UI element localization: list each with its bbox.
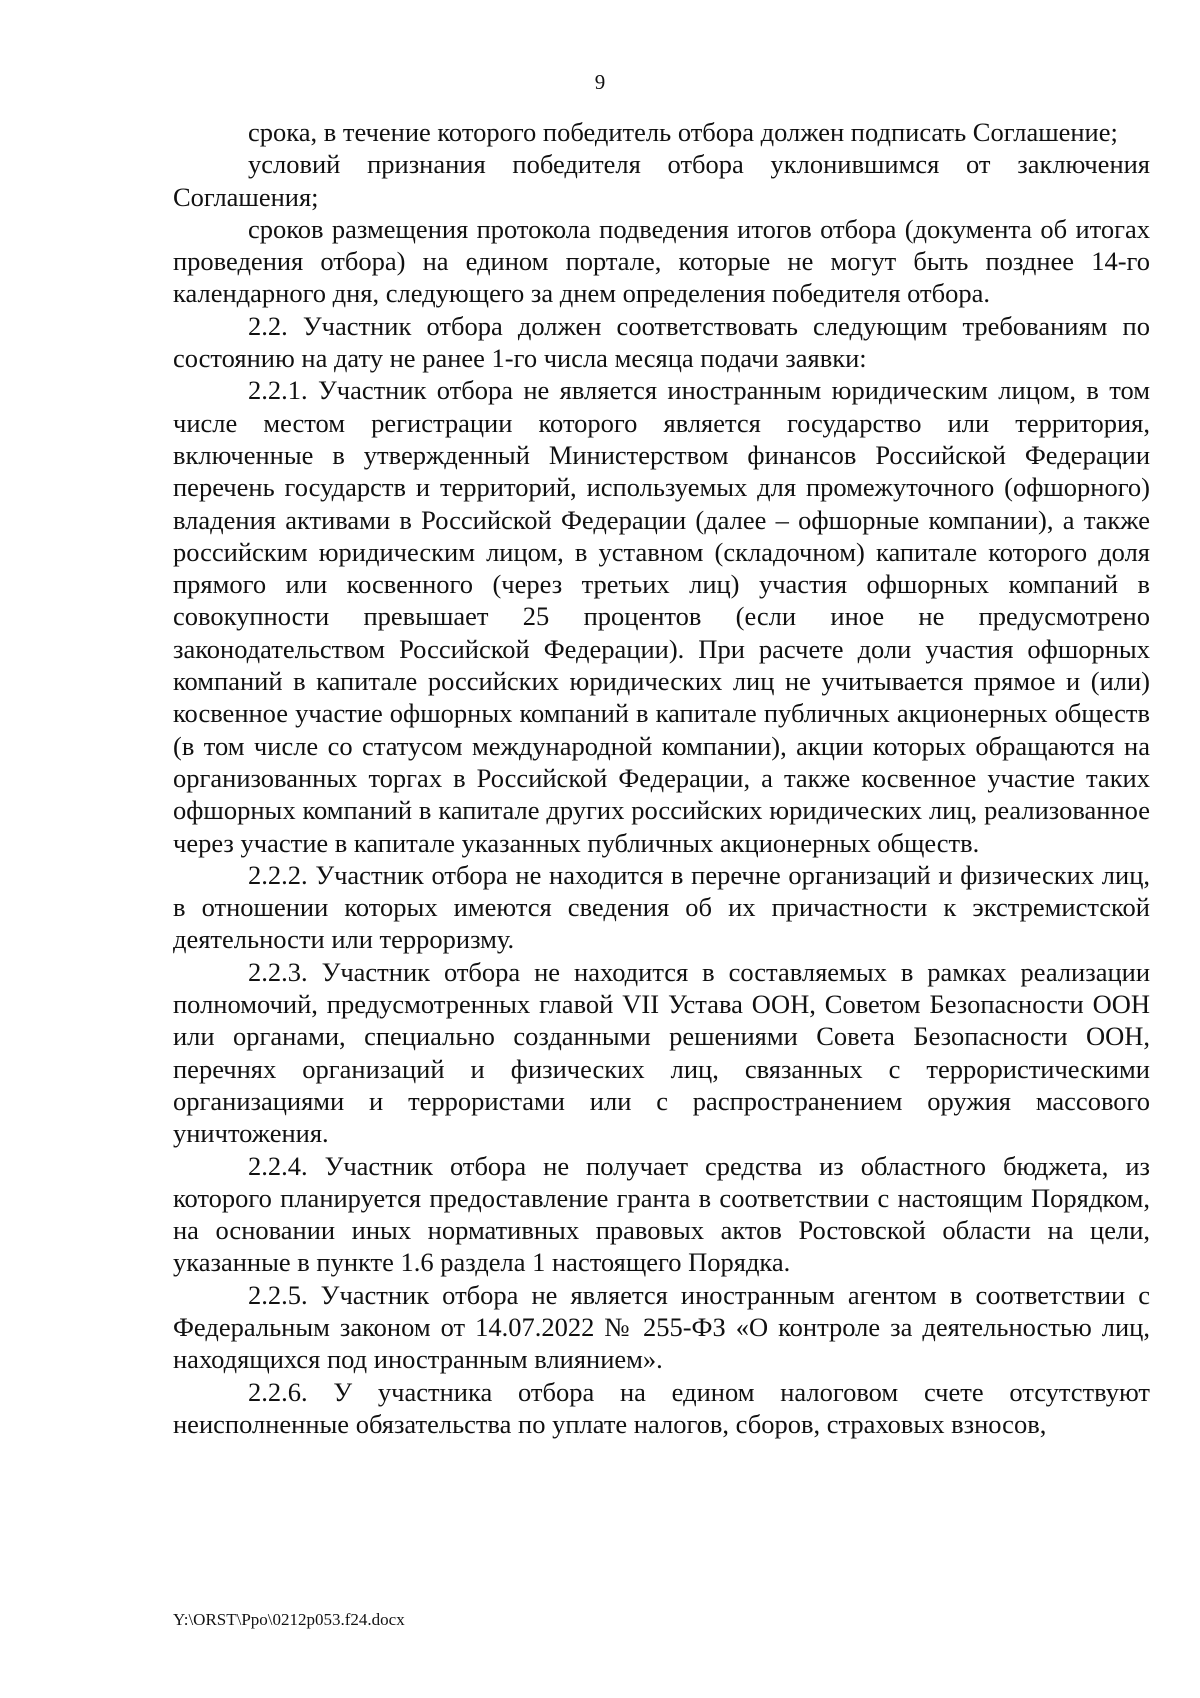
paragraph-2-2-3: 2.2.3. Участник отбора не находится в составляемых в рамках реализации полномочий, предусмотренных главой VII Устава ООН, Советом Безопасности ООН или органами, специально созданными решениями Совета Безопасности ООН, перечнях организаций и физических лиц, связанных с террористическими организациями и террористами или с распространением оружия массового уничтожения. — [173, 956, 1150, 1149]
paragraph-2-2-6: 2.2.6. У участника отбора на едином налоговом счете отсутствуют неисполненные обязательства по уплате налогов, сборов, страховых взносов, — [173, 1376, 1150, 1439]
paragraph-2-2: 2.2. Участник отбора должен соответствовать следующим требованиям по состоянию на дату не ранее 1-го числа месяца подачи заявки: — [173, 310, 1150, 374]
document-body — [173, 116, 1150, 1440]
paragraph-2-2-1: 2.2.1. Участник отбора не является иностранным юридическим лицом, в том числе местом регистрации которого является государство или территория, включенные в утвержденный Министерством финансов Российской Федерации перечень государств и территорий, используемых для промежуточного (офшорного) владения активами в Российской Федерации (далее – офшорные компании), а также российским юридическим лицом, в уставном (складочном) капитале которого доля прямого или косвенного (через третьих лиц) участия офшорных компаний в совокупности превышает 25 процентов (если иное не предусмотрено законодательством Российской Федерации). При расчете доли участия офшорных компаний в капитале российских юридических лиц не учитывается прямое и (или) косвенное участие офшорных компаний в капитале публичных акционерных обществ (в том числе со статусом международной компании), акции которых обращаются на организованных торгах в Российской Федерации, а также косвенное участие таких офшорных компаний в капитале других российских юридических лиц, реализованное через участие в капитале указанных публичных акционерных обществ. — [173, 375, 1150, 858]
paragraph-2-2-2: 2.2.2. Участник отбора не находится в перечне организаций и физических лиц, в отношении которых имеются сведения об их причастности к экстремистской деятельности или терроризму. — [173, 859, 1150, 955]
paragraph-signing-deadline: срока, в течение которого победитель отбора должен подписать Соглашение; — [248, 117, 1118, 147]
paragraph-protocol-deadlines: сроков размещения протокола подведения итогов отбора (документа об итогах проведения отбора) на едином портале, которые не могут быть позднее 14-го календарного дня, следующего за днем определения победителя отбора. — [173, 213, 1150, 309]
file-path-footer: Y:\ORST\Ppo\0212p053.f24.docx — [173, 1610, 405, 1629]
paragraph-2-2-4: 2.2.4. Участник отбора не получает средства из областного бюджета, из которого планируется предоставление гранта в соответствии с настоящим Порядком, на основании иных нормативных правовых актов Ростовской области на цели, указанные в пункте 1.6 раздела 1 настоящего Порядка. — [173, 1150, 1150, 1278]
paragraph-evasion-conditions: условий признания победителя отбора уклонившимся от заключения Соглашения; — [173, 149, 1150, 212]
page-number: 9 — [594, 70, 606, 94]
paragraph-2-2-5: 2.2.5. Участник отбора не является иностранным агентом в соответствии с Федеральным законом от 14.07.2022 № 255-ФЗ «О контроле за деятельностью лиц, находящихся под иностранным влиянием». — [173, 1279, 1150, 1375]
